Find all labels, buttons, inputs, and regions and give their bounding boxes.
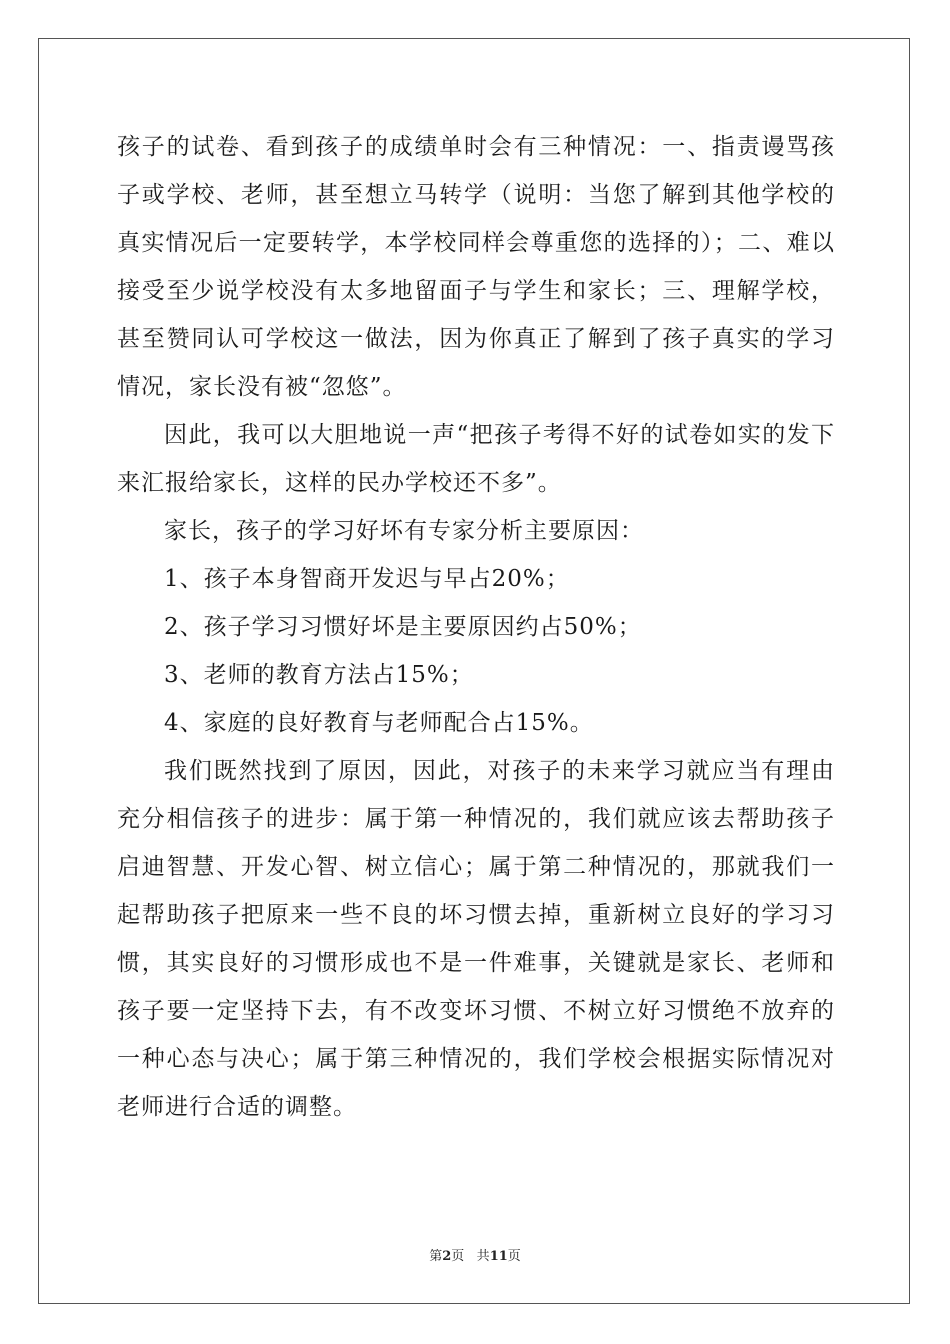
footer-current-page: 2 xyxy=(442,1249,452,1264)
footer-prefix: 第 xyxy=(429,1249,443,1264)
paragraph-2: 因此，我可以大胆地说一声“把孩子考得不好的试卷如实的发下来汇报给家长，这样的民办学校还不多”。 xyxy=(117,422,835,496)
paragraph-1: 孩子的试卷、看到孩子的成绩单时会有三种情况：一、指责谩骂孩子或学校、老师，甚至想立马转学（说明：当您了解到其他学校的真实情况后一定要转学，本学校同样会尊重您的选择的）；二、难以接受至少说学校没有太多地留面子与学生和家长；三、理解学校，甚至赞同认可学校这一做法，因为你真正了解到了孩子真实的学习情况，家长没有被“忽悠”。 xyxy=(117,134,835,400)
page-footer xyxy=(0,1245,950,1264)
list-item-3: 3、老师的教育方法占15%； xyxy=(164,662,474,688)
list-item-2: 2、孩子学习习惯好坏是主要原因约占50%； xyxy=(164,614,642,640)
document-body xyxy=(117,123,835,1131)
paragraph-3: 家长，孩子的学习好坏有专家分析主要原因： xyxy=(164,518,644,544)
footer-page-unit: 页 xyxy=(451,1249,465,1264)
list-item-1: 1、孩子本身智商开发迟与早占20%； xyxy=(164,566,570,592)
footer-total-prefix: 共 xyxy=(476,1249,490,1264)
paragraph-4: 我们既然找到了原因，因此，对孩子的未来学习就应当有理由充分相信孩子的进步：属于第一种情况的，我们就应该去帮助孩子启迪智慧、开发心智、树立信心；属于第二种情况的，那就我们一起帮助孩子把原来一些不良的坏习惯去掉，重新树立良好的学习习惯，其实良好的习惯形成也不是一件难事，关键就是家长、老师和孩子要一定坚持下去，有不改变坏习惯、不树立好习惯绝不放弃的一种心态与决心；属于第三种情况的，我们学校会根据实际情况对老师进行合适的调整。 xyxy=(117,758,835,1120)
footer-total-unit: 页 xyxy=(507,1249,521,1264)
list-item-4: 4、家庭的良好教育与老师配合占15%。 xyxy=(164,710,594,736)
footer-total-pages: 11 xyxy=(489,1249,508,1264)
